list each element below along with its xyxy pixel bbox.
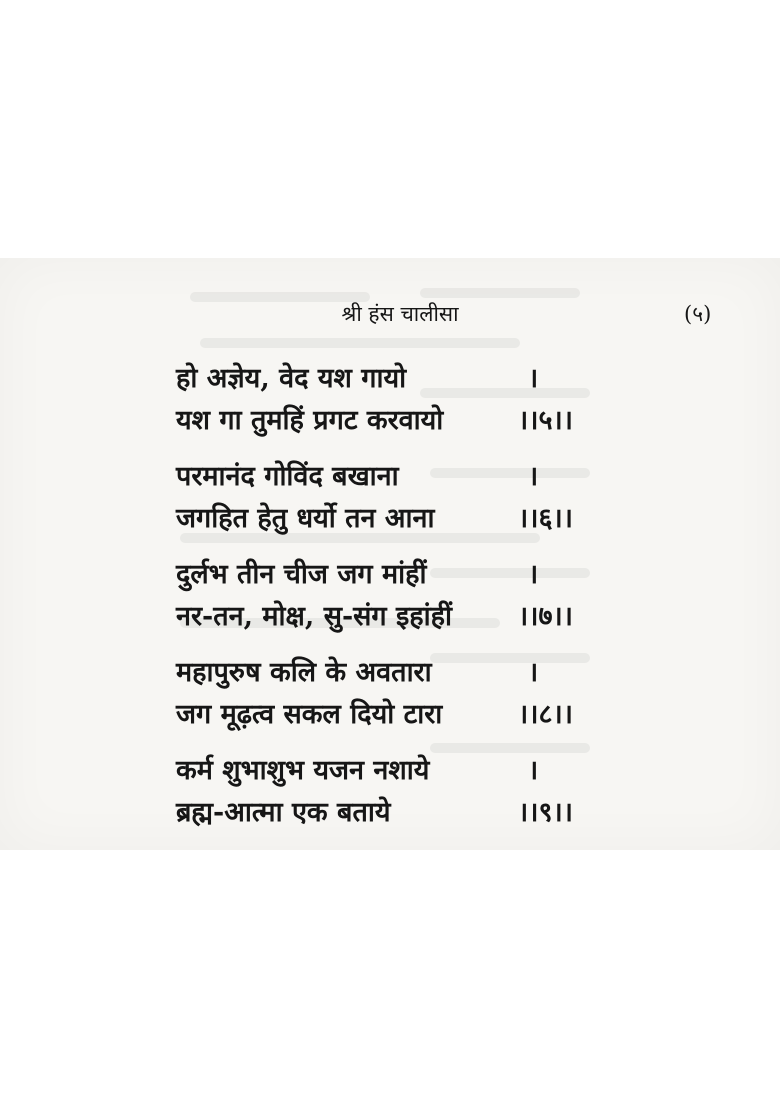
verse-line xyxy=(176,750,636,792)
scanned-page xyxy=(0,258,780,850)
verse-text: दुर्लभ तीन चीज जग मांहीं xyxy=(176,559,427,590)
verse-text: जग मूढ़त्व सकल दियो टारा xyxy=(176,699,443,730)
verse-text: नर-तन, मोक्ष, सु-संग इहांहीं xyxy=(176,601,452,632)
verse-text: जगहित हेतु धर्यो तन आना xyxy=(176,503,435,534)
stanza xyxy=(176,358,636,442)
verse-mark: । xyxy=(528,559,539,590)
verse-number-mark: ।।७।। xyxy=(518,601,573,632)
stanza xyxy=(176,554,636,638)
verse-text: परमानंद गोविंद बखाना xyxy=(176,461,399,492)
verse-line xyxy=(176,792,636,834)
stanza xyxy=(176,750,636,834)
verse-text: कर्म शुभाशुभ यजन नशाये xyxy=(176,755,430,786)
verse-number-mark: ।।६।। xyxy=(518,503,573,534)
verse-mark: । xyxy=(528,363,539,394)
verse-number-mark: ।।५।। xyxy=(518,405,573,436)
verse-text: महापुरुष कलि के अवतारा xyxy=(176,657,432,688)
verse-block xyxy=(176,358,636,848)
verse-line xyxy=(176,358,636,400)
verse-text: यश गा तुमहिं प्रगट करवायो xyxy=(176,405,444,436)
verse-line xyxy=(176,456,636,498)
stanza xyxy=(176,652,636,736)
verse-text: ब्रह्म-आत्मा एक बताये xyxy=(176,797,391,828)
stanza xyxy=(176,456,636,540)
verse-line xyxy=(176,694,636,736)
page-title: श्री हंस चालीसा xyxy=(341,302,459,326)
verse-mark: । xyxy=(528,461,539,492)
page-number: (५) xyxy=(684,302,712,326)
verse-mark: । xyxy=(528,755,539,786)
verse-line xyxy=(176,400,636,442)
verse-line xyxy=(176,554,636,596)
verse-line xyxy=(176,652,636,694)
verse-number-mark: ।।९।। xyxy=(518,797,573,828)
verse-text: हो अज्ञेय, वेद यश गायो xyxy=(176,363,407,394)
verse-mark: । xyxy=(528,657,539,688)
page-header xyxy=(0,300,780,336)
verse-number-mark: ।।८।। xyxy=(518,699,573,730)
verse-line xyxy=(176,596,636,638)
verse-line xyxy=(176,498,636,540)
